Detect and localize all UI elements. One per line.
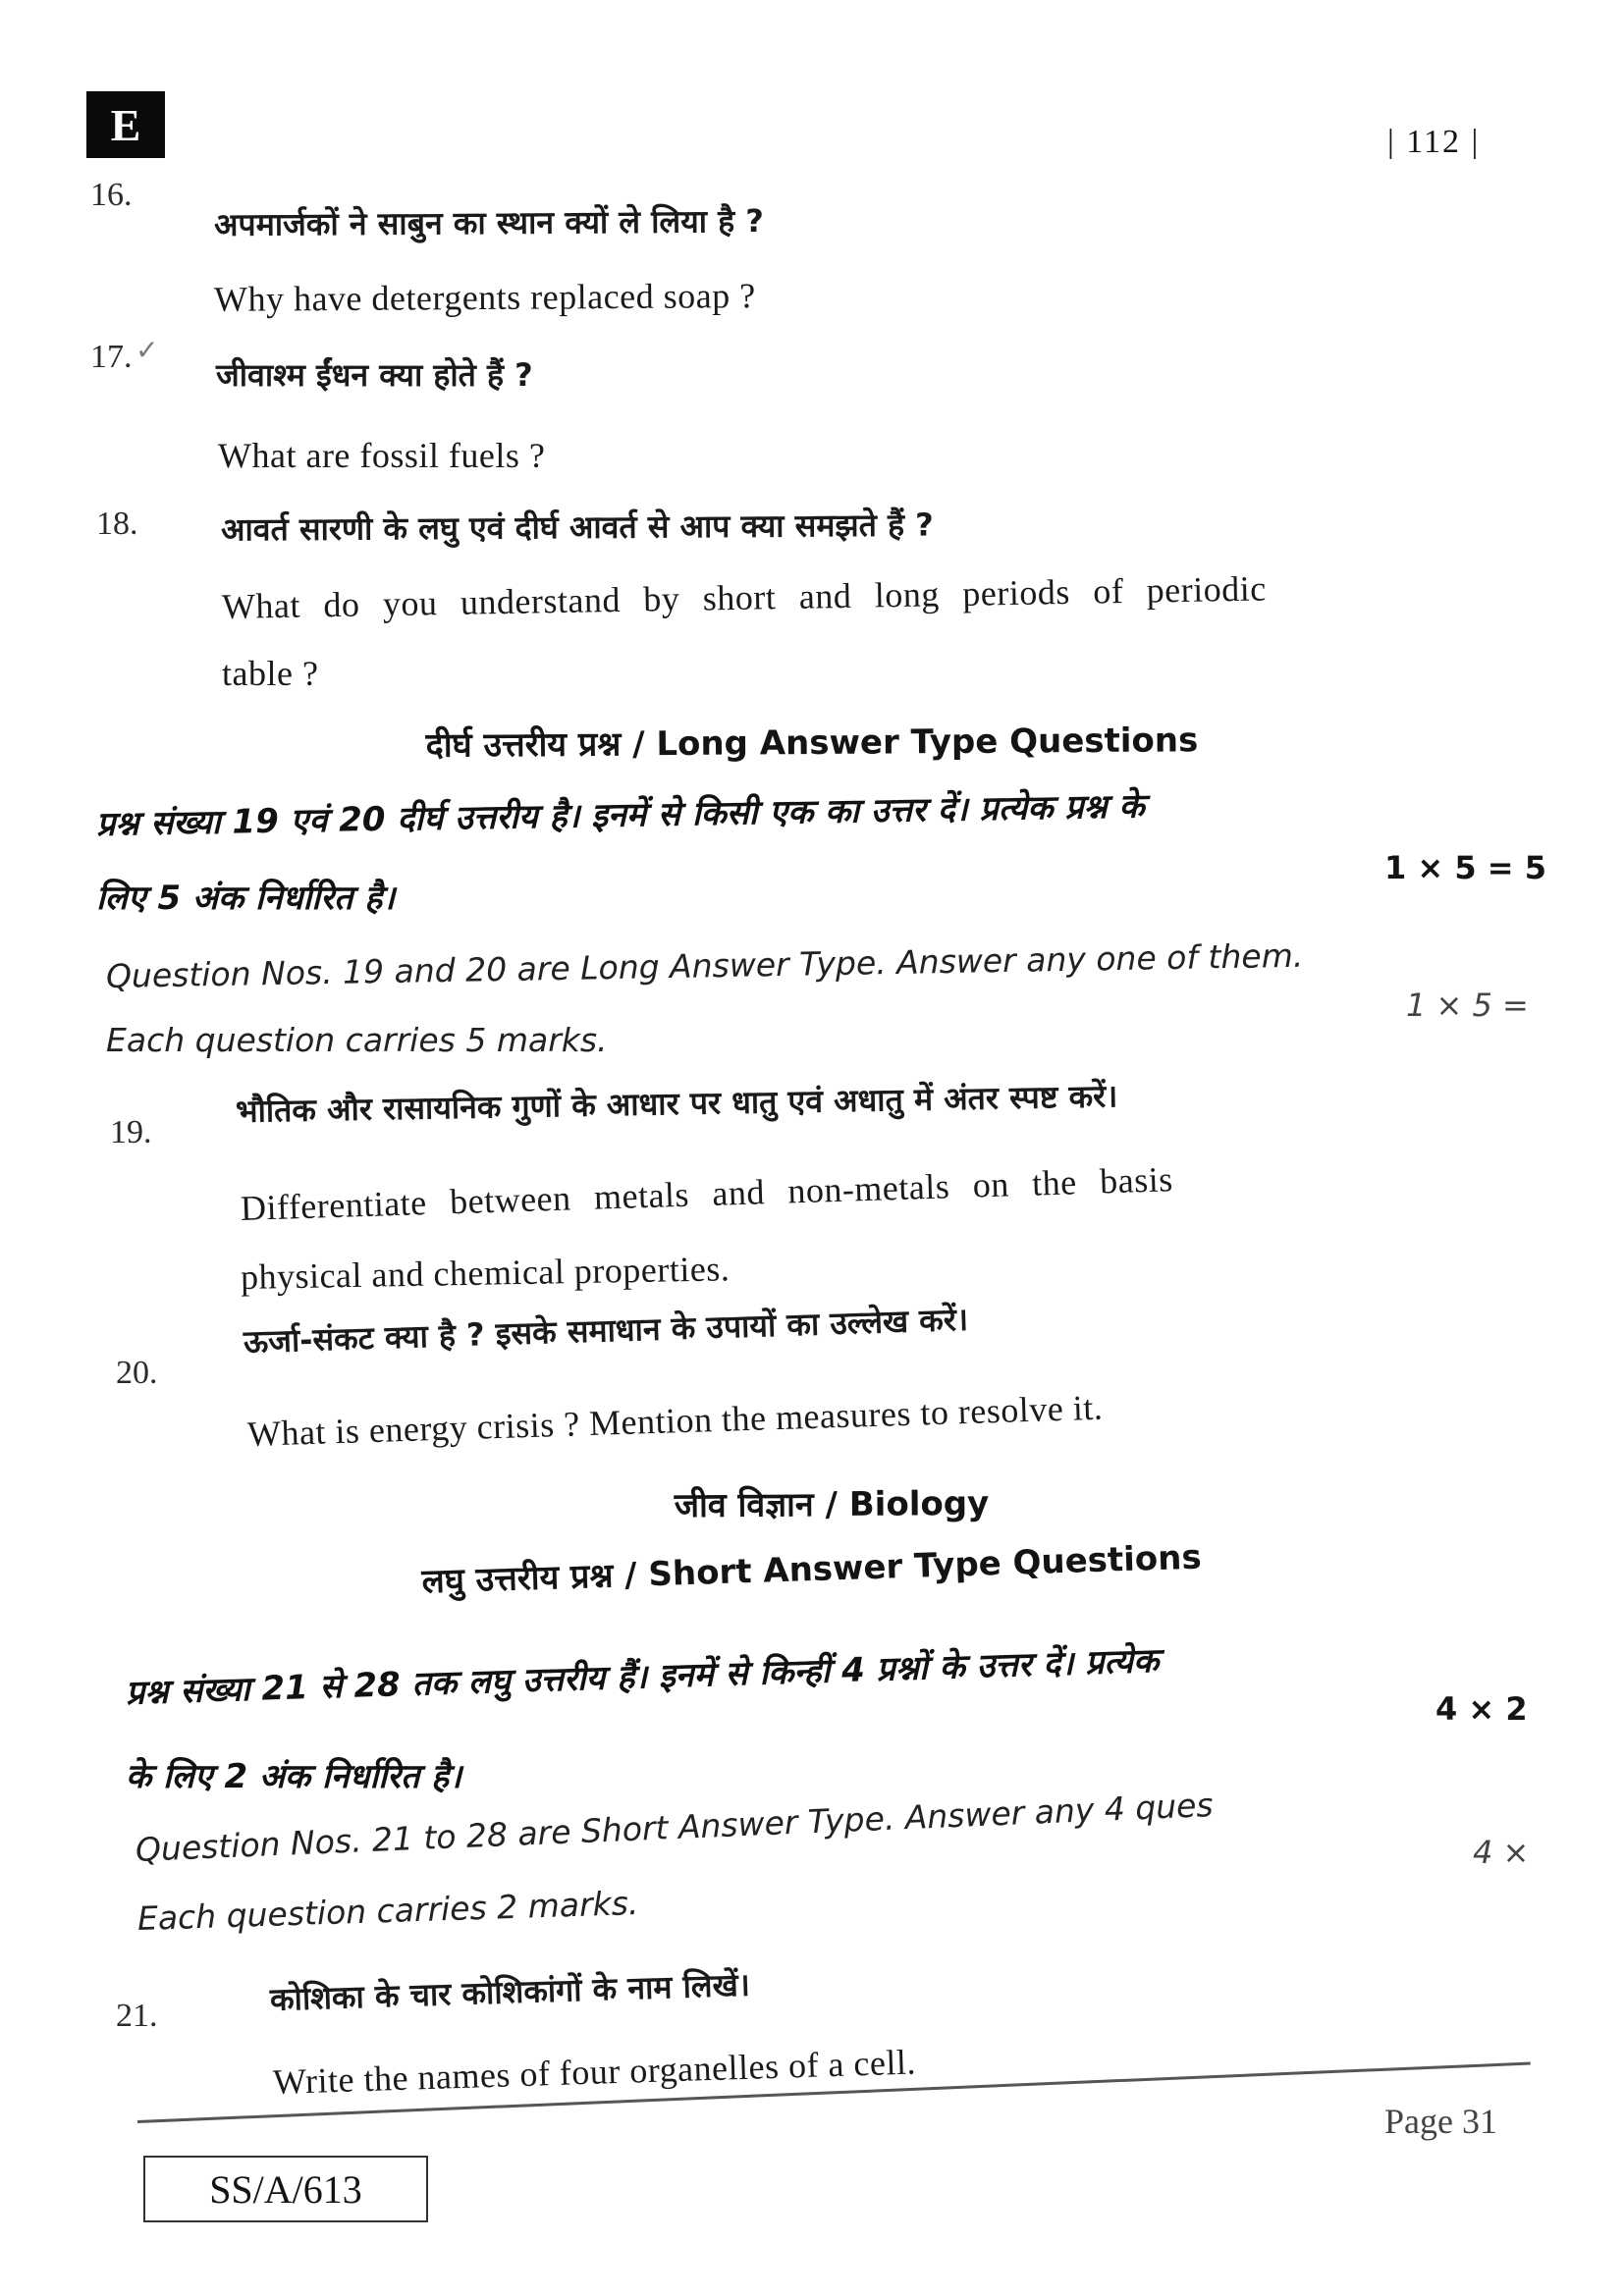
question-17-hindi: जीवाश्म ईंधन क्या होते हैं ? (216, 356, 533, 394)
short-answer-marks-hindi: 4 × 2 (1435, 1690, 1528, 1728)
page-code: | 112 | (1387, 124, 1481, 160)
biology-subject-heading: जीव विज्ञान / Biology (674, 1483, 990, 1526)
question-number-17: 17. (90, 339, 133, 375)
question-18-english-line1: What do you understand by short and long periods of periodic (221, 568, 1267, 626)
question-16-hindi: अपमार्जकों ने साबुन का स्थान क्यों ले लिया है ? (213, 202, 764, 243)
question-number-19: 19. (110, 1114, 152, 1150)
question-number-20: 20. (116, 1355, 158, 1391)
question-20-hindi: ऊर्जा-संकट क्या है ? इसके समाधान के उपायों का उल्लेख करें। (243, 1300, 969, 1361)
question-number-18: 18. (96, 506, 138, 542)
question-number-21: 21. (116, 1998, 158, 2034)
long-answer-instruction-english-line2: Each question carries 5 marks. (106, 1021, 608, 1059)
short-answer-section-heading: लघु उत्तरीय प्रश्न / Short Answer Type Questions (421, 1537, 1203, 1602)
question-20-english: What is energy crisis ? Mention the measures to resolve it. (246, 1387, 1104, 1454)
page-number-footer: Page 31 (1384, 2102, 1497, 2141)
short-answer-instruction-hindi-line1: प्रश्न संख्या 21 से 28 तक लघु उत्तरीय हैं। इनमें से किन्हीं 4 प्रश्नों के उत्तर दें। प्रत्येक (125, 1640, 1160, 1713)
long-answer-instruction-english-line1: Question Nos. 19 and 20 are Long Answer Type. Answer any one of them. (105, 935, 1304, 995)
short-answer-instruction-english-line1: Question Nos. 21 to 28 are Short Answer Type. Answer any 4 ques (135, 1786, 1215, 1869)
paper-code-box: SS/A/613 (143, 2156, 428, 2222)
question-number-16: 16. (90, 177, 133, 213)
question-21-english: Write the names of four organelles of a cell. (272, 2042, 917, 2102)
question-18-english-line2: table ? (222, 654, 319, 693)
long-answer-instruction-hindi-line2: लिए 5 अंक निर्धारित है। (96, 879, 396, 918)
long-answer-section-heading: दीर्घ उत्तरीय प्रश्न / Long Answer Type Questions (425, 721, 1199, 766)
long-answer-marks-hindi: 1 × 5 = 5 (1384, 849, 1546, 886)
short-answer-marks-english: 4 × (1473, 1834, 1530, 1871)
long-answer-marks-english: 1 × 5 = (1406, 987, 1529, 1024)
check-mark-icon: ✓ (135, 334, 159, 366)
question-21-hindi: कोशिका के चार कोशिकांगों के नाम लिखें। (269, 1965, 751, 2018)
short-answer-instruction-english-line2: Each question carries 2 marks. (136, 1883, 639, 1938)
question-16-english: Why have detergents replaced soap ? (213, 276, 756, 319)
short-answer-instruction-hindi-line2: के लिए 2 अंक निर्धारित है। (126, 1757, 462, 1796)
set-label-badge: E (86, 91, 165, 158)
question-17-english: What are fossil fuels ? (218, 436, 546, 475)
long-answer-instruction-hindi-line1: प्रश्न संख्या 19 एवं 20 दीर्घ उत्तरीय है। इनमें से किसी एक का उत्तर दें। प्रत्येक प्रश्न के (95, 786, 1145, 844)
question-19-hindi: भौतिक और रासायनिक गुणों के आधार पर धातु एवं अधातु में अंतर स्पष्ट करें। (235, 1077, 1118, 1130)
question-18-hindi: आवर्त सारणी के लघु एवं दीर्घ आवर्त से आप क्या समझते हैं ? (220, 506, 934, 549)
question-19-english-line1: Differentiate between metals and non-metals on the basis (240, 1159, 1174, 1228)
question-19-english-line2: physical and chemical properties. (240, 1249, 731, 1297)
